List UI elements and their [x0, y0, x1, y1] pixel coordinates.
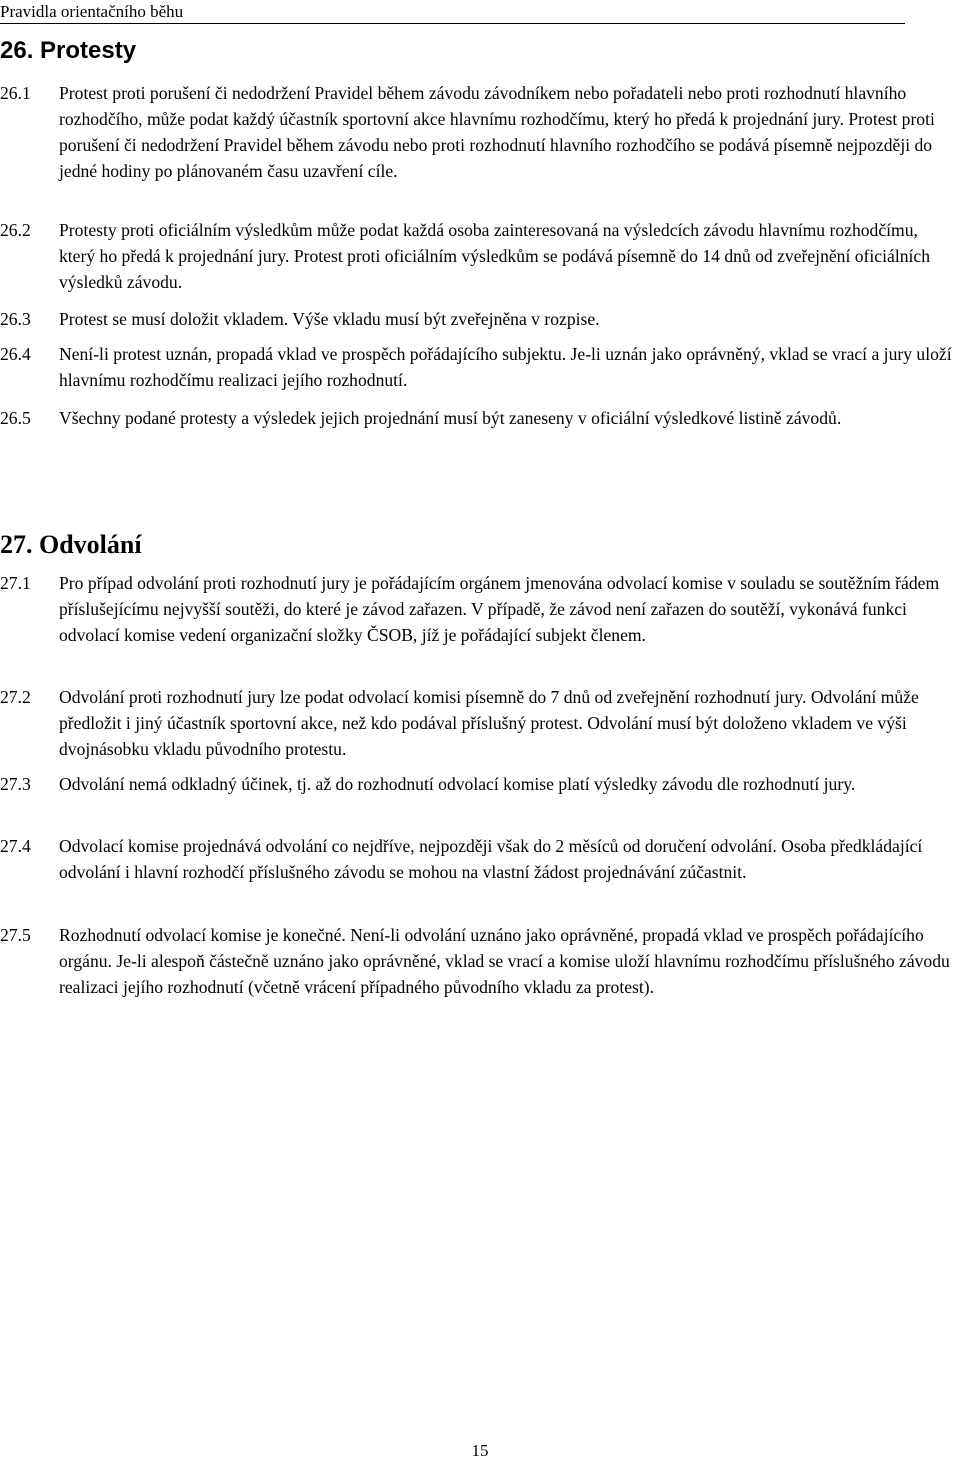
paragraph-27-3	[0, 771, 960, 797]
paragraph-number: 26.1	[0, 83, 31, 103]
paragraph-26-1	[0, 80, 960, 184]
section-title-odvolani: 27. Odvolání	[0, 530, 142, 559]
paragraph-text: Není-li protest uznán, propadá vklad ve prospěch pořádajícího subjektu. Je-li uznán jako oprávněný, vklad se vrací a jury uloží hlavnímu rozhodčímu realizaci jejího rozhodnutí.	[59, 344, 952, 390]
paragraph-number: 26.4	[0, 344, 31, 364]
paragraph-text: Protest proti porušení či nedodržení Pravidel během závodu závodníkem nebo pořadateli nebo proti rozhodnutí hlavního rozhodčího, může podat každý účastník sportovní akce hlavnímu rozhodčímu, který ho předá k projednání jury. Protest proti porušení či nedodržení Pravidel během závodu nebo proti rozhodnutí hlavního rozhodčího se podává písemně nejpozději do jedné hodiny po plánovaném času uzavření cíle.	[59, 83, 935, 181]
paragraph-number: 26.5	[0, 408, 31, 428]
paragraph-27-5	[0, 922, 960, 1000]
paragraph-26-2	[0, 217, 960, 295]
paragraph-text: Odvolání proti rozhodnutí jury lze podat odvolací komisi písemně do 7 dnů od zveřejnění rozhodnutí jury. Odvolání může předložit i jiný účastník sportovní akce, než kdo podával příslušný protest. Odvolání musí být doloženo vkladem ve výši dvojnásobku vkladu původního protestu.	[59, 687, 919, 759]
paragraph-number: 27.2	[0, 687, 31, 707]
paragraph-number: 27.5	[0, 925, 31, 945]
paragraph-text: Protesty proti oficiálním výsledkům může podat každá osoba zainteresovaná na výsledcích závodu hlavnímu rozhodčímu, který ho předá k projednání jury. Protest proti oficiálním výsledkům se podává písemně do 14 dnů od zveřejnění oficiálních výsledků závodu.	[59, 220, 930, 292]
paragraph-27-2	[0, 684, 960, 762]
paragraph-text: Rozhodnutí odvolací komise je konečné. Není-li odvolání uznáno jako oprávněné, propadá vklad ve prospěch pořádajícího orgánu. Je-li alespoň částečně uznáno jako oprávněné, vklad se vrací a komise uloží hlavnímu rozhodčímu příslušného závodu realizaci jejího rozhodnutí (včetně vrácení případného původního vkladu za protest).	[59, 925, 950, 997]
paragraph-number: 26.3	[0, 309, 31, 329]
paragraph-text: Odvolací komise projednává odvolání co nejdříve, nejpozději však do 2 měsíců od doručení odvolání. Osoba předkládající odvolání i hlavní rozhodčí příslušného závodu se mohou na vlastní žádost projednávání zúčastnit.	[59, 836, 923, 882]
paragraph-26-4	[0, 341, 960, 393]
running-header: Pravidla orientačního běhu	[0, 2, 905, 24]
paragraph-number: 26.2	[0, 220, 31, 240]
section-title-protesty: 26. Protesty	[0, 37, 137, 64]
paragraph-27-4	[0, 833, 960, 885]
paragraph-text: Protest se musí doložit vkladem. Výše vkladu musí být zveřejněna v rozpise.	[59, 309, 600, 329]
paragraph-27-1	[0, 570, 960, 648]
paragraph-26-5	[0, 405, 960, 431]
paragraph-number: 27.1	[0, 573, 31, 593]
paragraph-text: Odvolání nemá odkladný účinek, tj. až do rozhodnutí odvolací komise platí výsledky závodu dle rozhodnutí jury.	[59, 774, 856, 794]
paragraph-number: 27.3	[0, 774, 31, 794]
paragraph-26-3	[0, 306, 960, 332]
page-number: 15	[471, 1441, 489, 1460]
paragraph-text: Pro případ odvolání proti rozhodnutí jury je pořádajícím orgánem jmenována odvolací komise v souladu se soutěžním řádem příslušejícímu nejvyšší soutěži, do které je závod zařazen. V případě, že závod není zařazen do soutěží, vykonává funkci odvolací komise vedení organizační složky ČSOB, jíž je pořádající subjekt členem.	[59, 573, 940, 645]
paragraph-number: 27.4	[0, 836, 31, 856]
paragraph-text: Všechny podané protesty a výsledek jejich projednání musí být zaneseny v oficiální výsledkové listině závodů.	[59, 408, 842, 428]
